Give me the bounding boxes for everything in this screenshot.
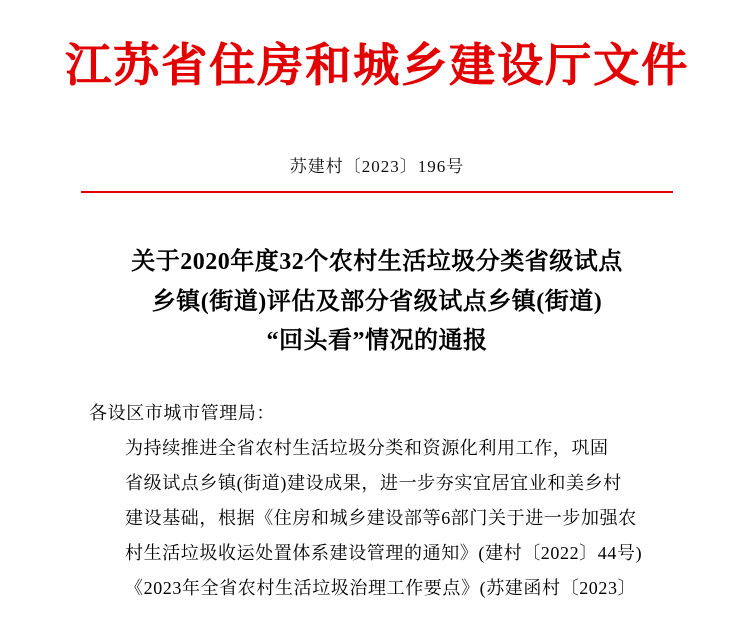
salutation: 各设区市城市管理局： [89,402,275,423]
body-line-2: 省级试点乡镇(街道)建设成果，进一步夯实宜居宜业和美乡村 [125,473,622,494]
body-line-4: 村生活垃圾收运处置体系建设管理的通知》(建村〔2022〕44号) [125,543,643,564]
body-paragraph [89,431,665,606]
page-title [87,243,667,362]
body-line-1: 为持续推进全省农村生活垃圾分类和资源化利用工作，巩固 [125,437,609,458]
page-title-line-3: “回头看”情况的通报 [266,328,488,355]
body-line-5: 《2023年全省农村生活垃圾治理工作要点》(苏建函村〔2023〕 [125,578,637,599]
document-number: 苏建村〔2023〕196号 [289,157,465,177]
page-title-line-2: 乡镇(街道)评估及部分省级试点乡镇(街道) [151,288,603,315]
document-body [89,396,665,607]
document-header [0,0,754,94]
page-title-line-1: 关于2020年度32个农村生活垃圾分类省级试点 [131,249,623,276]
red-divider [81,191,673,193]
body-line-3: 建设基础，根据《住房和城乡建设部等6部门关于进一步加强农 [125,508,637,529]
issuer-title: 江苏省住房和城乡建设厅文件 [65,40,689,91]
